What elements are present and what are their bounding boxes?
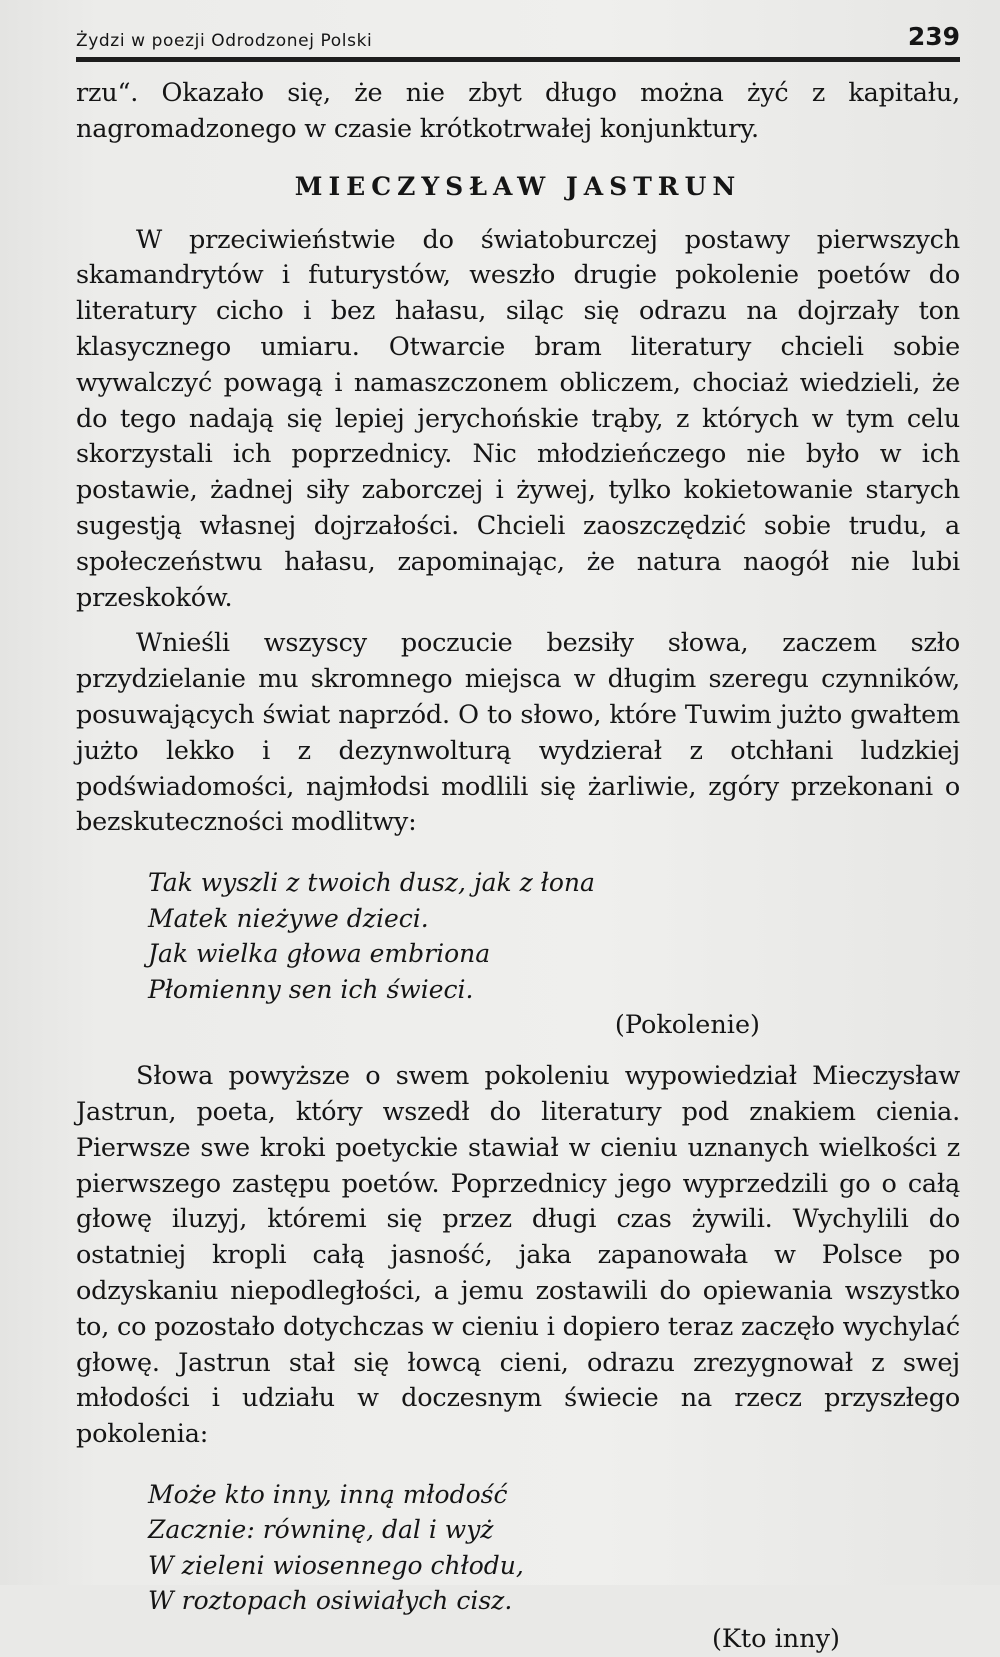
running-title: Żydzi w poezji Odrodzonej Polski: [76, 31, 373, 51]
poem-source-pokolenie: (Pokolenie): [614, 1010, 760, 1041]
poem-line: W zieleni wiosennego chłodu,: [148, 1550, 524, 1580]
poem-line: Matek nieżywe dzieci.: [148, 903, 429, 933]
page-number: 239: [907, 22, 960, 51]
body-text: [76, 76, 960, 1657]
poem-pokolenie: [148, 865, 960, 1007]
opening-paragraph: rzu“. Okazało się, że nie zbyt długo można żyć z kapitału, nagromadzonego w czasie krótkotrwałej konjunktury.: [76, 78, 960, 144]
paragraph-2: Wnieśli wszyscy poczucie bezsiły słowa, zaczem szło przydzielanie mu skromnego miejsca w długim szeregu czynników, posuwających świat naprzód. O to słowo, które Tuwim jużto gwałtem jużto lekko i z dezynwolturą wydzierał z otchłani ludzkiej podświadomości, najmłodsi modlili się żarliwie, zgóry przekonani o bezskuteczności modlitwy:: [76, 628, 960, 838]
paragraph-3: Słowa powyższe o swem pokoleniu wypowiedział Mieczysław Jastrun, poeta, który wszedł do literatury pod znakiem cienia. Pierwsze swe kroki poetyckie stawiał w cieniu uznanych wielkości z pierwszego zastępu poetów. Poprzednicy jego wyprzedzili go o całą głowę iluzyj, któremi się przez długi czas żywili. Wychylili do ostatniej kropli całą jasność, jaka zapanowała w Polsce po odzyskaniu niepodległości, a jemu zostawili do opiewania wszystko to, co pozostało dotychczas w cieniu i dopiero teraz zaczęło wychylać głowę. Jastrun stał się łowcą cieni, odrazu zrezygnował z swej młodości i udziału w doczesnym świecie na rzecz przyszłego pokolenia:: [76, 1061, 960, 1450]
poem-line: Zacznie: równinę, dal i wyż: [148, 1515, 494, 1545]
poem-source-kto-inny: (Kto inny): [711, 1623, 840, 1654]
section-heading: MIECZYSŁAW JASTRUN: [294, 171, 742, 201]
poem-line: W roztopach osiwiałych cisz.: [148, 1586, 513, 1616]
poem-line: Jak wielka głowa embriona: [148, 939, 491, 969]
poem-line: Tak wyszli z twoich dusz, jak z łona: [148, 868, 595, 898]
poem-kto-inny: [148, 1477, 960, 1619]
running-head: [76, 22, 960, 62]
poem-line: Może kto inny, inną młodość: [148, 1479, 508, 1509]
poem-line: Płomienny sen ich świeci.: [148, 974, 474, 1004]
paragraph-1: W przeciwieństwie do światoburczej postawy pierwszych skamandrytów i futurystów, weszło drugie pokolenie poetów do literatury cicho i bez hałasu, siląc się odrazu na dojrzały ton klasycznego umiaru. Otwarcie bram literatury chcieli sobie wywalczyć powagą i namaszczonem obliczem, chociaż wiedzieli, że do tego nadają się lepiej jerychońskie trąby, z których w tym celu skorzystali ich poprzednicy. Nic młodzieńczego nie było w ich postawie, żadnej siły zaborczej i żywej, tylko kokietowanie starych sugestją własnej dojrzałości. Chcieli zaoszczędzić sobie trudu, a społeczeństwu hałasu, zapominając, że natura naogół nie lubi przeskoków.: [76, 224, 960, 613]
